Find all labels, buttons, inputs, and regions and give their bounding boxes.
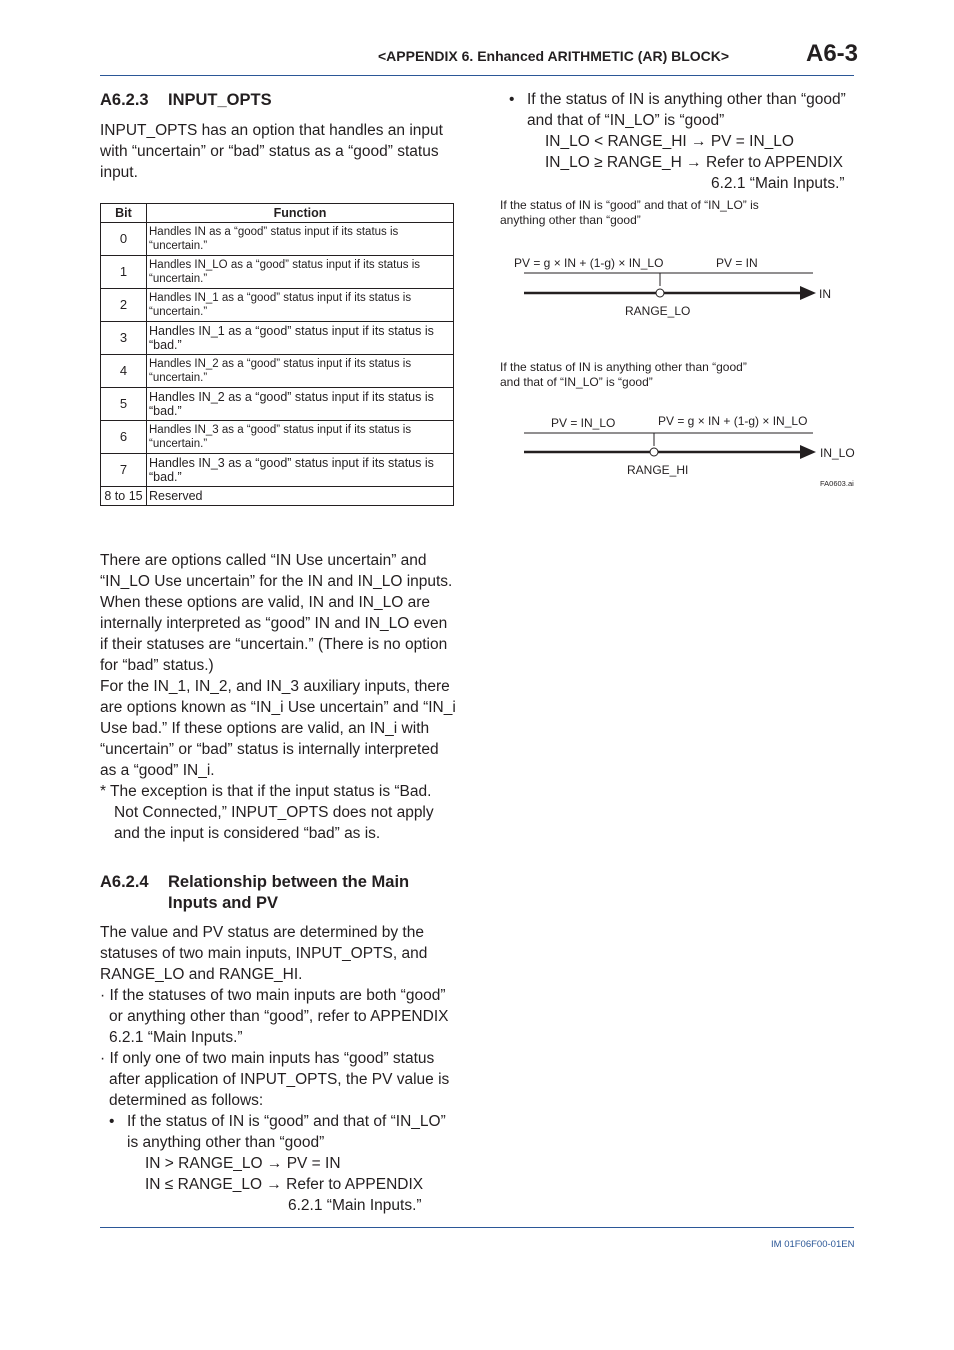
bullet-text: If the status of IN is “good” and that of “IN_LO” [127, 1113, 446, 1130]
column-header-bit: Bit [101, 204, 147, 223]
text-line: There are options called “IN Use uncertain” and [100, 552, 427, 569]
bullet-text: If the status of IN is anything other than “good” [527, 91, 846, 108]
text-line: as a “good” IN_i. [100, 762, 215, 779]
diagram-1 [500, 250, 840, 330]
bit-cell: 5 [101, 388, 147, 421]
text-line: When these options are valid, IN and IN_LO are [100, 594, 430, 611]
bit-cell: 8 to 15 [101, 487, 147, 506]
function-cell: Handles IN_2 as a “good” status input if its status is “uncertain.” [147, 355, 454, 388]
text-line: internally interpreted as “good” IN and IN_LO even [100, 615, 448, 632]
diagram-1-right-label: PV = IN [716, 256, 758, 270]
caption-line: If the status of IN is anything other than “good” [500, 360, 747, 374]
options-paragraph [100, 550, 456, 844]
section-title: Relationship between the Main [168, 873, 410, 891]
note-line: and the input is considered “bad” as is. [114, 825, 381, 842]
function-cell: Handles IN_1 as a “good” status input if its status is “uncertain.” [147, 289, 454, 322]
bullet-item [100, 1111, 449, 1132]
caption-line: and that of “IN_LO” is “good” [500, 375, 653, 389]
rule-line: 6.2.1 “Main Inputs.” [711, 175, 845, 192]
diagram-1-left-label: PV = g × IN + (1-g) × IN_LO [514, 256, 664, 270]
caption-line: If the status of IN is “good” and that of “IN_LO” is [500, 198, 759, 212]
caption-line: anything other than “good” [500, 213, 641, 227]
bullet2-block [500, 89, 846, 194]
text-line: For the IN_1, IN_2, and IN_3 auxiliary inputs, there [100, 678, 450, 695]
text-line: determined as follows: [109, 1092, 264, 1109]
section-title-cont: Inputs and PV [168, 894, 279, 912]
function-cell: Handles IN_1 as a “good” status input if its status is “bad.” [147, 322, 454, 355]
arrow-head [800, 445, 816, 459]
bit-cell: 2 [101, 289, 147, 322]
table-row [101, 421, 454, 454]
text-line: 6.2.1 “Main Inputs.” [109, 1029, 243, 1046]
figure-caption-1 [500, 198, 759, 228]
table-row [101, 256, 454, 289]
input-opts-table [100, 203, 454, 506]
rule-line: IN_LO < RANGE_HI → PV = IN_LO [545, 133, 794, 150]
table-row [101, 487, 454, 506]
running-header: <APPENDIX 6. Enhanced ARITHMETIC (AR) BLOCK> [378, 48, 730, 64]
table-row [101, 322, 454, 355]
diagram-2-right-label: PV = g × IN + (1-g) × IN_LO [658, 414, 808, 428]
table-row [101, 289, 454, 322]
rule-line: IN ≤ RANGE_LO → Refer to APPENDIX [145, 1176, 424, 1193]
function-cell: Handles IN as a “good” status input if its status is “uncertain.” [147, 223, 454, 256]
text-line: · If only one of two main inputs has “good” status [100, 1050, 435, 1067]
text-line: Use bad.” If these options are valid, an IN_i with [100, 720, 430, 737]
bit-cell: 4 [101, 355, 147, 388]
text-line: input. [100, 164, 138, 181]
table-row [101, 454, 454, 487]
text-line: for “bad” status.) [100, 657, 214, 674]
text-line: RANGE_LO and RANGE_HI. [100, 966, 303, 983]
text-line: after application of INPUT_OPTS, the PV value is [109, 1071, 450, 1088]
function-cell: Handles IN_3 as a “good” status input if its status is “uncertain.” [147, 421, 454, 454]
diagram-2-axis-label: IN_LO [820, 446, 855, 460]
note-line: * The exception is that if the input status is “Bad. [100, 783, 432, 800]
document-id: IM 01F06F00-01EN [771, 1239, 855, 1250]
range-lo-point [656, 289, 664, 297]
bit-cell: 7 [101, 454, 147, 487]
text-line: or anything other than “good”, refer to APPENDIX [109, 1008, 449, 1025]
note-line: Not Connected,” INPUT_OPTS does not apply [114, 804, 434, 821]
bullet-mark: • [509, 91, 515, 108]
rule-line: IN > RANGE_LO → PV = IN [145, 1155, 341, 1172]
function-cell: Handles IN_3 as a “good” status input if its status is “bad.” [147, 454, 454, 487]
function-cell: Handles IN_2 as a “good” status input if its status is “bad.” [147, 388, 454, 421]
section-heading-relationship [100, 872, 409, 914]
rule-line: 6.2.1 “Main Inputs.” [288, 1197, 422, 1214]
rule-line: IN_LO ≥ RANGE_H → Refer to APPENDIX [545, 154, 843, 171]
section-heading-input-opts [100, 91, 272, 110]
text-line: and that of “IN_LO” is “good” [527, 112, 725, 129]
section-title: INPUT_OPTS [168, 91, 272, 109]
text-line: “uncertain” or “bad” status is internally interpreted [100, 741, 439, 758]
bullet-mark: • [109, 1113, 115, 1130]
diagram-1-axis-label: IN [819, 287, 831, 301]
table-row [101, 355, 454, 388]
text-line: with “uncertain” or “bad” status as a “good” status [100, 143, 439, 160]
text-line: is anything other than “good” [127, 1134, 325, 1151]
column-header-function: Function [147, 204, 454, 223]
bit-cell: 0 [101, 223, 147, 256]
figure-caption-2 [500, 360, 747, 390]
text-line: · If the statuses of two main inputs are both “good” [100, 987, 446, 1004]
arrow-head [800, 286, 816, 300]
relationship-body [100, 922, 449, 1216]
text-line: statuses of two main inputs, INPUT_OPTS, and [100, 945, 428, 962]
range-hi-point [650, 448, 658, 456]
text-line: if their statuses are “uncertain.” (There is no option [100, 636, 448, 653]
text-line: are options known as “IN_i Use uncertain” and “IN_i [100, 699, 456, 716]
table-row [101, 388, 454, 421]
text-line: INPUT_OPTS has an option that handles an input [100, 122, 443, 139]
footer-rule [100, 1227, 854, 1228]
figure-id: FA0603.ai [820, 479, 854, 488]
input-opts-intro [100, 120, 443, 183]
function-cell: Handles IN_LO as a “good” status input if its status is “uncertain.” [147, 256, 454, 289]
table-header-row [101, 204, 454, 223]
diagram-2 [500, 410, 860, 490]
bit-cell: 3 [101, 322, 147, 355]
text-line: “IN_LO Use uncertain” for the IN and IN_LO inputs. [100, 573, 453, 590]
function-cell: Reserved [147, 487, 454, 506]
page-number: A6-3 [806, 40, 859, 67]
section-number: A6.2.4 [100, 873, 149, 891]
bit-cell: 6 [101, 421, 147, 454]
bit-cell: 1 [101, 256, 147, 289]
table-row [101, 223, 454, 256]
bullet-item [500, 89, 846, 110]
diagram-2-point-label: RANGE_HI [627, 463, 689, 477]
diagram-2-left-label: PV = IN_LO [551, 416, 616, 430]
header-rule [100, 75, 854, 76]
section-number: A6.2.3 [100, 91, 149, 109]
diagram-1-point-label: RANGE_LO [625, 304, 691, 318]
text-line: The value and PV status are determined by the [100, 924, 424, 941]
